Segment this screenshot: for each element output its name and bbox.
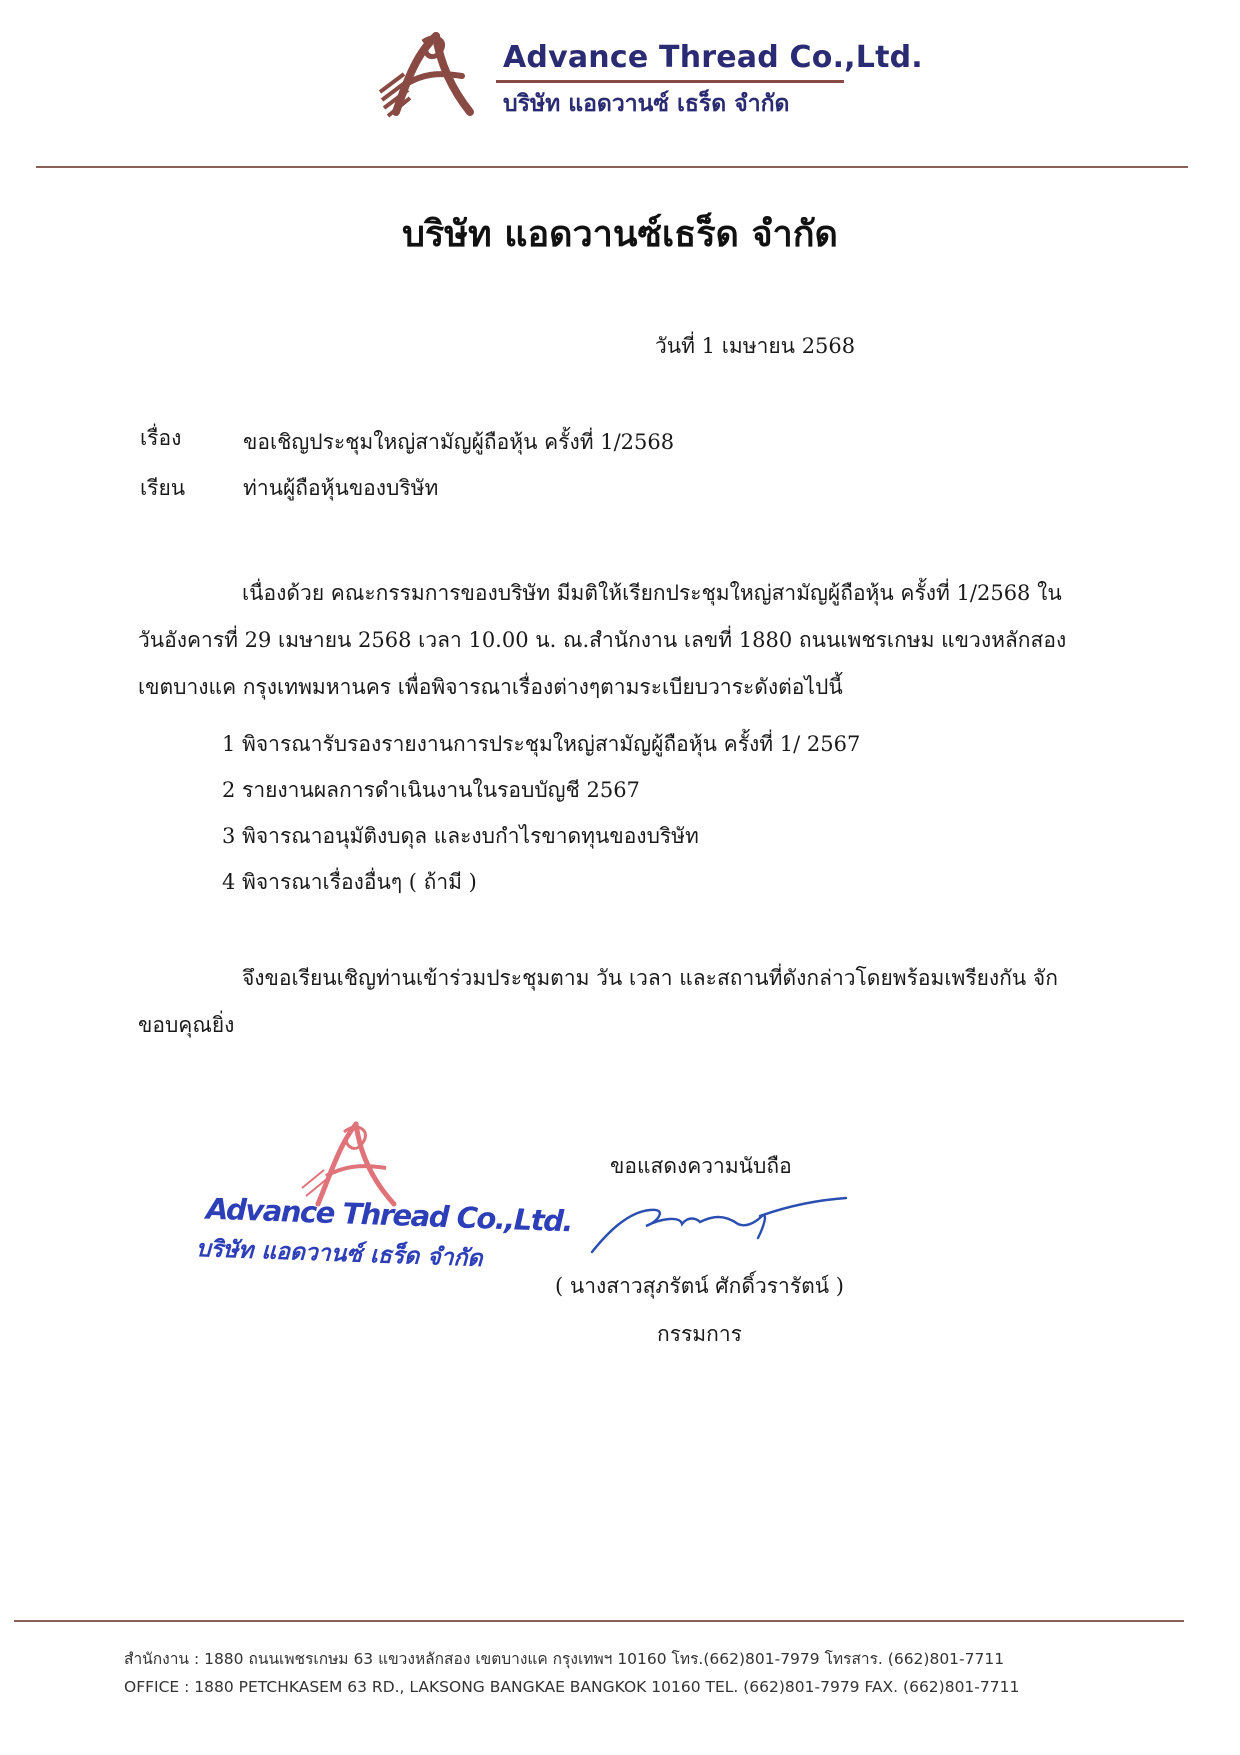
footer-divider: [14, 1620, 1184, 1622]
document-date: วันที่ 1 เมษายน 2568: [655, 334, 856, 358]
closing-text: ขอแสดงความนับถือ: [610, 1154, 792, 1178]
subject-label: เรื่อง: [140, 426, 182, 450]
signer-name: ( นางสาวสุภรัตน์ ศักดิ์วรารัตน์ ): [555, 1274, 844, 1298]
company-stamp-text-th: บริษัท แอดวานซ์ เธร็ด จำกัด: [195, 1236, 483, 1272]
company-name-en: Advance Thread Co.,Ltd.: [503, 40, 923, 75]
body-paragraph-1: เนื่องด้วย คณะกรรมการของบริษัท มีมติให้เรียกประชุมใหญ่สามัญผู้ถือหุ้น ครั้งที่ 1/2568 ในวันอังคารที่ 29 เมษายน 2568 เวลา 10.00 น. ณ.สำนักงาน เลขที่ 1880 ถนนเพชรเกษม แขวงหลักสอง เขตบางแค กรุงเทพมหานคร เพื่อพิจารณาเรื่องต่างๆตามระเบียบวาระดังต่อไปนี้: [138, 581, 1067, 699]
signer-title: กรรมการ: [657, 1322, 742, 1346]
header-divider: [36, 166, 1188, 168]
company-name-underline: [496, 80, 844, 83]
document-title: บริษัท แอดวานซ์เธร็ด จำกัด: [402, 213, 838, 255]
recipient-value: ท่านผู้ถือหุ้นของบริษัท: [243, 476, 439, 500]
agenda-item: 3 พิจารณาอนุมัติงบดุล และงบกำไรขาดทุนของบริษัท: [222, 824, 699, 848]
body-paragraph-2: จึงขอเรียนเชิญท่านเข้าร่วมประชุมตาม วัน เวลา และสถานที่ดังกล่าวโดยพร้อมเพรียงกัน จักขอบคุณยิ่ง: [138, 966, 1058, 1037]
thread-spool-a-logo-icon: [378, 32, 478, 120]
recipient-label: เรียน: [140, 476, 186, 500]
company-stamp-text-en: Advance Thread Co.,Ltd.: [205, 1191, 573, 1239]
company-name-th: บริษัท แอดวานซ์ เธร็ด จำกัด: [503, 91, 790, 117]
subject-value: ขอเชิญประชุมใหญ่สามัญผู้ถือหุ้น ครั้งที่ 1/2568: [243, 430, 675, 454]
handwritten-signature: [588, 1192, 850, 1256]
agenda-item: 4 พิจารณาเรื่องอื่นๆ ( ถ้ามี ): [222, 870, 477, 894]
footer-address-en: OFFICE : 1880 PETCHKASEM 63 RD., LAKSONG BANGKAE BANGKOK 10160 TEL. (662)801-7979 FAX. (662)801-7711: [124, 1678, 1020, 1696]
footer-address-th: สำนักงาน : 1880 ถนนเพชรเกษม 63 แขวงหลักสอง เขตบางแค กรุงเทพฯ 10160 โทร.(662)801-7979 โทรสาร. (662)801-7711: [124, 1650, 1005, 1668]
agenda-item: 2 รายงานผลการดำเนินงานในรอบบัญชี 2567: [222, 778, 640, 802]
agenda-item: 1 พิจารณารับรองรายงานการประชุมใหญ่สามัญผู้ถือหุ้น ครั้งที่ 1/ 2567: [222, 732, 861, 756]
